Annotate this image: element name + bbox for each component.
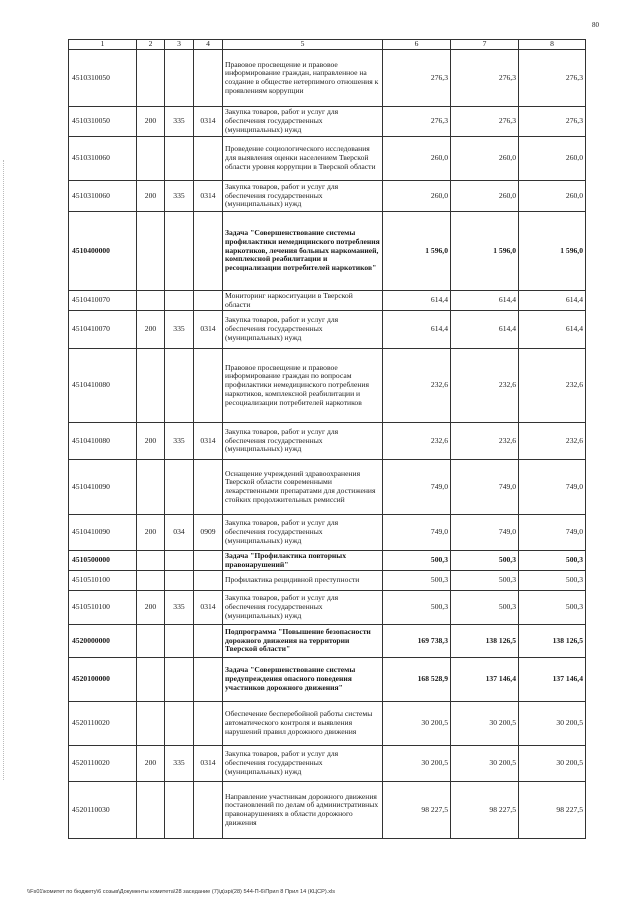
row-name: Закупка товаров, работ и услуг для обеспечения государственных (муниципальных) нужд	[223, 181, 383, 212]
row-value-6: 614,4	[383, 311, 451, 349]
row-value-8: 500,3	[519, 591, 586, 625]
margin-guide	[3, 160, 5, 780]
row-value-6: 30 200,5	[383, 746, 451, 782]
column-header-2: 2	[137, 40, 165, 50]
row-value-6: 614,4	[383, 291, 451, 311]
row-value-7: 614,4	[451, 311, 519, 349]
row-name: Закупка товаров, работ и услуг для обеспечения государственных (муниципальных) нужд	[223, 423, 383, 460]
row-value-8: 232,6	[519, 423, 586, 460]
row-value-6: 232,6	[383, 349, 451, 423]
row-col3	[165, 50, 194, 107]
row-value-6: 500,3	[383, 551, 451, 571]
row-col2	[137, 782, 165, 839]
row-value-7: 30 200,5	[451, 702, 519, 746]
row-name: Обеспечение бесперебойной работы системы автоматического контроля и выявления нарушений правил дорожного движения	[223, 702, 383, 746]
row-code: 4510400000	[69, 212, 137, 291]
row-name: Закупка товаров, работ и услуг для обеспечения государственных (муниципальных) нужд	[223, 591, 383, 625]
row-name: Закупка товаров, работ и услуг для обеспечения государственных (муниципальных) нужд	[223, 746, 383, 782]
row-value-7: 1 596,0	[451, 212, 519, 291]
table-row	[69, 702, 586, 746]
row-value-8: 749,0	[519, 515, 586, 551]
row-name: Задача "Профилактика повторных правонарушений"	[223, 551, 383, 571]
row-col2: 200	[137, 423, 165, 460]
row-name: Правовое просвещение и правовое информирование граждан по вопросам профилактики немедицинского потребления наркотиков, комплексной реабилитации и ресоциализации потребителей наркотиков	[223, 349, 383, 423]
table-header-row	[69, 40, 586, 50]
row-value-6: 749,0	[383, 515, 451, 551]
row-name: Задача "Совершенствование системы профилактики немедицинского потребления наркотиков, лечения больных наркоманией, комплексной реабилитации и ресоциализации потребителей наркотиков"	[223, 212, 383, 291]
column-header-4: 4	[194, 40, 223, 50]
row-code: 4510410090	[69, 515, 137, 551]
row-col2: 200	[137, 107, 165, 137]
row-name: Подпрограмма "Повышение безопасности дорожного движения на территории Тверской области"	[223, 625, 383, 658]
row-col2: 200	[137, 746, 165, 782]
row-code: 4510500000	[69, 551, 137, 571]
row-value-7: 30 200,5	[451, 746, 519, 782]
table-row	[69, 50, 586, 107]
row-col3	[165, 658, 194, 702]
row-value-7: 500,3	[451, 591, 519, 625]
row-col3: 335	[165, 107, 194, 137]
row-col2	[137, 658, 165, 702]
row-code: 4510310050	[69, 50, 137, 107]
table-row	[69, 349, 586, 423]
table-row	[69, 746, 586, 782]
row-col3	[165, 625, 194, 658]
row-col2: 200	[137, 591, 165, 625]
row-col4	[194, 551, 223, 571]
row-code: 4510410090	[69, 460, 137, 515]
row-col4	[194, 702, 223, 746]
row-value-6: 500,3	[383, 591, 451, 625]
row-col2: 200	[137, 515, 165, 551]
table-row	[69, 291, 586, 311]
row-value-7: 138 126,5	[451, 625, 519, 658]
row-col3: 335	[165, 423, 194, 460]
row-code: 4510410070	[69, 311, 137, 349]
row-code: 4510410070	[69, 291, 137, 311]
row-name: Оснащение учреждений здравоохранения Тверской области современными лекарственными препаратами для достижения стойких продолжительных ремиссий	[223, 460, 383, 515]
row-col2	[137, 460, 165, 515]
column-header-5: 5	[223, 40, 383, 50]
row-value-6: 168 528,9	[383, 658, 451, 702]
row-value-7: 260,0	[451, 137, 519, 181]
row-code: 4510510100	[69, 591, 137, 625]
row-code: 4520110020	[69, 702, 137, 746]
row-value-8: 749,0	[519, 460, 586, 515]
table-row	[69, 658, 586, 702]
row-code: 4520110020	[69, 746, 137, 782]
row-col4: 0314	[194, 181, 223, 212]
row-value-8: 137 146,4	[519, 658, 586, 702]
table-row	[69, 460, 586, 515]
row-value-8: 1 596,0	[519, 212, 586, 291]
row-col4: 0314	[194, 311, 223, 349]
row-value-8: 30 200,5	[519, 746, 586, 782]
row-col3	[165, 571, 194, 591]
row-col3	[165, 291, 194, 311]
row-value-6: 749,0	[383, 460, 451, 515]
row-name: Мониторинг наркоситуации в Тверской области	[223, 291, 383, 311]
row-col4: 0314	[194, 423, 223, 460]
column-header-1: 1	[69, 40, 137, 50]
row-value-7: 749,0	[451, 515, 519, 551]
row-value-7: 614,4	[451, 291, 519, 311]
row-value-8: 232,6	[519, 349, 586, 423]
row-value-7: 137 146,4	[451, 658, 519, 702]
row-value-8: 260,0	[519, 181, 586, 212]
row-col3	[165, 782, 194, 839]
row-col2	[137, 625, 165, 658]
row-code: 4510310060	[69, 137, 137, 181]
row-col2: 200	[137, 181, 165, 212]
row-value-8: 260,0	[519, 137, 586, 181]
row-col4	[194, 658, 223, 702]
row-code: 4520110030	[69, 782, 137, 839]
row-col3	[165, 702, 194, 746]
page-number: 80	[592, 21, 599, 29]
row-col2	[137, 349, 165, 423]
row-col4	[194, 460, 223, 515]
row-col4	[194, 212, 223, 291]
row-value-6: 276,3	[383, 50, 451, 107]
row-value-8: 138 126,5	[519, 625, 586, 658]
column-header-7: 7	[451, 40, 519, 50]
row-value-6: 232,6	[383, 423, 451, 460]
row-value-8: 500,3	[519, 551, 586, 571]
row-col3	[165, 137, 194, 181]
row-code: 4510310050	[69, 107, 137, 137]
row-value-6: 276,3	[383, 107, 451, 137]
row-col2	[137, 571, 165, 591]
row-value-7: 232,6	[451, 423, 519, 460]
row-col2	[137, 551, 165, 571]
table-row	[69, 107, 586, 137]
file-path-footer: \\Fs01\комитет по бюджету\6 созыв\Документы комитета\28 заседание (7)\д\зрі(28) 544-П-6\Прил 8 Прил 14 (КЦСР).xls	[27, 889, 336, 895]
row-name: Профилактика рецидивной преступности	[223, 571, 383, 591]
row-value-7: 98 227,5	[451, 782, 519, 839]
table-row	[69, 625, 586, 658]
row-value-6: 30 200,5	[383, 702, 451, 746]
row-col2: 200	[137, 311, 165, 349]
row-value-8: 614,4	[519, 311, 586, 349]
row-name: Проведение социологического исследования для выявления оценки населением Тверской области уровня коррупции в Тверской области	[223, 137, 383, 181]
row-col2	[137, 212, 165, 291]
row-code: 4520100000	[69, 658, 137, 702]
table-row	[69, 591, 586, 625]
row-value-6: 260,0	[383, 137, 451, 181]
table-row	[69, 782, 586, 839]
row-value-8: 276,3	[519, 107, 586, 137]
row-col4	[194, 137, 223, 181]
row-col3	[165, 551, 194, 571]
row-value-6: 98 227,5	[383, 782, 451, 839]
row-col3: 335	[165, 311, 194, 349]
row-value-6: 260,0	[383, 181, 451, 212]
row-name: Направление участникам дорожного движения постановлений по делам об административных правонарушениях в области дорожного движения	[223, 782, 383, 839]
table-row	[69, 212, 586, 291]
row-col4: 0314	[194, 591, 223, 625]
row-col3: 335	[165, 591, 194, 625]
row-code: 4510410080	[69, 423, 137, 460]
column-header-6: 6	[383, 40, 451, 50]
row-value-8: 30 200,5	[519, 702, 586, 746]
table-row	[69, 423, 586, 460]
row-col4	[194, 625, 223, 658]
column-header-8: 8	[519, 40, 586, 50]
row-col4: 0314	[194, 107, 223, 137]
row-value-8: 276,3	[519, 50, 586, 107]
row-value-7: 260,0	[451, 181, 519, 212]
row-value-8: 98 227,5	[519, 782, 586, 839]
table-row	[69, 515, 586, 551]
row-value-7: 276,3	[451, 50, 519, 107]
row-name: Правовое просвещение и правовое информирование граждан, направленное на создание в обществе нетерпимого отношения к проявлениям коррупции	[223, 50, 383, 107]
row-col4: 0314	[194, 746, 223, 782]
table-row	[69, 181, 586, 212]
row-col3	[165, 460, 194, 515]
row-col2	[137, 50, 165, 107]
row-name: Закупка товаров, работ и услуг для обеспечения государственных (муниципальных) нужд	[223, 515, 383, 551]
row-name: Задача "Совершенствование системы предупреждения опасного поведения участников дорожного движения"	[223, 658, 383, 702]
row-col3: 335	[165, 746, 194, 782]
row-col4: 0909	[194, 515, 223, 551]
row-code: 4510410080	[69, 349, 137, 423]
row-col3	[165, 349, 194, 423]
row-col2	[137, 702, 165, 746]
row-value-7: 500,3	[451, 571, 519, 591]
row-name: Закупка товаров, работ и услуг для обеспечения государственных (муниципальных) нужд	[223, 107, 383, 137]
row-col4	[194, 782, 223, 839]
row-col2	[137, 137, 165, 181]
row-value-7: 232,6	[451, 349, 519, 423]
row-value-6: 500,3	[383, 571, 451, 591]
table-row	[69, 311, 586, 349]
row-name: Закупка товаров, работ и услуг для обеспечения государственных (муниципальных) нужд	[223, 311, 383, 349]
row-value-6: 1 596,0	[383, 212, 451, 291]
row-value-7: 500,3	[451, 551, 519, 571]
row-value-7: 276,3	[451, 107, 519, 137]
row-col4	[194, 349, 223, 423]
table-body	[69, 50, 586, 839]
table-row	[69, 551, 586, 571]
row-value-8: 614,4	[519, 291, 586, 311]
row-col3: 335	[165, 181, 194, 212]
row-value-7: 749,0	[451, 460, 519, 515]
column-header-3: 3	[165, 40, 194, 50]
row-col3: 034	[165, 515, 194, 551]
row-col2	[137, 291, 165, 311]
budget-table	[68, 39, 586, 839]
table-row	[69, 137, 586, 181]
row-code: 4520000000	[69, 625, 137, 658]
table-row	[69, 571, 586, 591]
row-value-6: 169 738,3	[383, 625, 451, 658]
row-col4	[194, 50, 223, 107]
row-col4	[194, 571, 223, 591]
row-col3	[165, 212, 194, 291]
row-value-8: 500,3	[519, 571, 586, 591]
row-code: 4510510100	[69, 571, 137, 591]
row-col4	[194, 291, 223, 311]
row-code: 4510310060	[69, 181, 137, 212]
